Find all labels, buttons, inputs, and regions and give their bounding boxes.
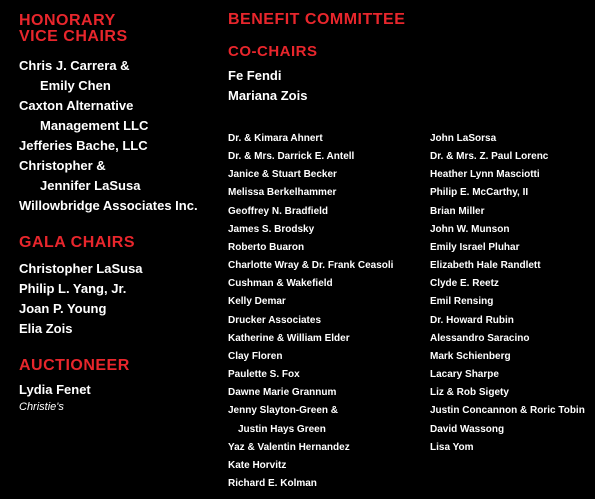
committee-member: Kelly Demar [228, 296, 286, 308]
committee-member: Kate Horvitz [228, 459, 287, 471]
committee-member: Richard E. Kolman [228, 477, 317, 489]
committee-member: Alessandro Saracino [430, 332, 530, 344]
name-line: Emily Chen [40, 78, 111, 93]
committee-member: Paulette S. Fox [228, 369, 300, 381]
cochairs-section [228, 44, 318, 106]
name-line: Caxton Alternative [19, 98, 134, 113]
cochairs-list [228, 66, 318, 106]
benefit-committee-heading: BENEFIT COMMITTEE [228, 11, 406, 28]
gala-chairs-heading: GALA CHAIRS [19, 234, 136, 251]
committee-member: James S. Brodsky [228, 223, 315, 235]
committee-member: Dr. & Mrs. Z. Paul Lorenc [430, 151, 549, 163]
gala-chairs-list [19, 259, 224, 339]
committee-member: Janice & Stuart Becker [228, 169, 337, 181]
committee-member: John W. Munson [430, 223, 510, 235]
cochairs-heading: CO-CHAIRS [228, 43, 318, 60]
committee-member: Dr. & Kimara Ahnert [228, 133, 323, 144]
committee-member: Melissa Berkelhammer [228, 187, 337, 199]
committee-member: Brian Miller [430, 205, 485, 217]
committee-member: Justin Concannon & Roric Tobin [430, 405, 585, 417]
committee-member: Emil Rensing [430, 296, 494, 308]
auctioneer-heading: AUCTIONEER [19, 357, 130, 374]
committee-member: Elizabeth Hale Randlett [430, 260, 541, 272]
committee-member: David Wassong [430, 423, 505, 435]
heading-line: VICE CHAIRS [19, 28, 128, 45]
committee-member: Dawne Marie Grannum [228, 387, 337, 399]
committee-column-2 [430, 130, 585, 457]
auctioneer-name: Lydia Fenet [19, 382, 91, 397]
committee-member: Clay Floren [228, 350, 283, 362]
auctioneer-section [19, 358, 224, 414]
committee-member: Justin Hays Green [238, 423, 326, 435]
committee-member: Yaz & Valentin Hernandez [228, 441, 350, 453]
name-line: Elia Zois [19, 321, 73, 336]
name-line: Jefferies Bache, LLC [19, 138, 148, 153]
committee-member: Philip E. McCarthy, II [430, 187, 529, 199]
committee-member: Drucker Associates [228, 314, 322, 326]
name-line: Christopher LaSusa [19, 261, 143, 276]
committee-member: Roberto Buaron [228, 241, 305, 253]
name-line: Management LLC [40, 118, 149, 133]
committee-member: Dr. & Mrs. Darrick E. Antell [228, 151, 355, 163]
name-line: Christopher & [19, 158, 106, 173]
committee-member: John LaSorsa [430, 133, 497, 144]
name-line: Joan P. Young [19, 301, 107, 316]
honorary-vice-chairs-heading [19, 13, 224, 45]
name-line: Jennifer LaSusa [40, 178, 141, 193]
name-line: Fe Fendi [228, 68, 282, 83]
name-line: Chris J. Carrera & [19, 58, 130, 73]
committee-member: Katherine & William Elder [228, 332, 350, 344]
name-line: Mariana Zois [228, 88, 308, 103]
committee-member: Cushman & Wakefield [228, 278, 333, 290]
committee-member: Lisa Yom [430, 441, 474, 453]
committee-member: Jenny Slayton-Green & [228, 405, 339, 417]
honorary-vice-chairs-list [19, 56, 224, 216]
gala-chairs-section [19, 235, 224, 339]
committee-member: Heather Lynn Masciotti [430, 169, 540, 181]
committee-member: Dr. Howard Rubin [430, 314, 514, 326]
committee-column-1 [228, 130, 393, 493]
left-column [19, 13, 224, 433]
honorary-vice-chairs-section [19, 13, 224, 216]
committee-member: Charlotte Wray & Dr. Frank Ceasoli [228, 260, 394, 272]
name-line: Willowbridge Associates Inc. [19, 198, 198, 213]
auctioneer-details [19, 380, 224, 414]
committee-member: Mark Schienberg [430, 350, 511, 362]
committee-member: Liz & Rob Sigety [430, 387, 509, 399]
committee-member: Clyde E. Reetz [430, 278, 499, 290]
committee-member: Geoffrey N. Bradfield [228, 205, 329, 217]
name-line: Philip L. Yang, Jr. [19, 281, 127, 296]
auctioneer-affiliation: Christie's [19, 401, 64, 413]
committee-member: Emily Israel Pluhar [430, 241, 520, 253]
heading-line: HONORARY [19, 12, 116, 29]
committee-member: Lacary Sharpe [430, 369, 499, 381]
